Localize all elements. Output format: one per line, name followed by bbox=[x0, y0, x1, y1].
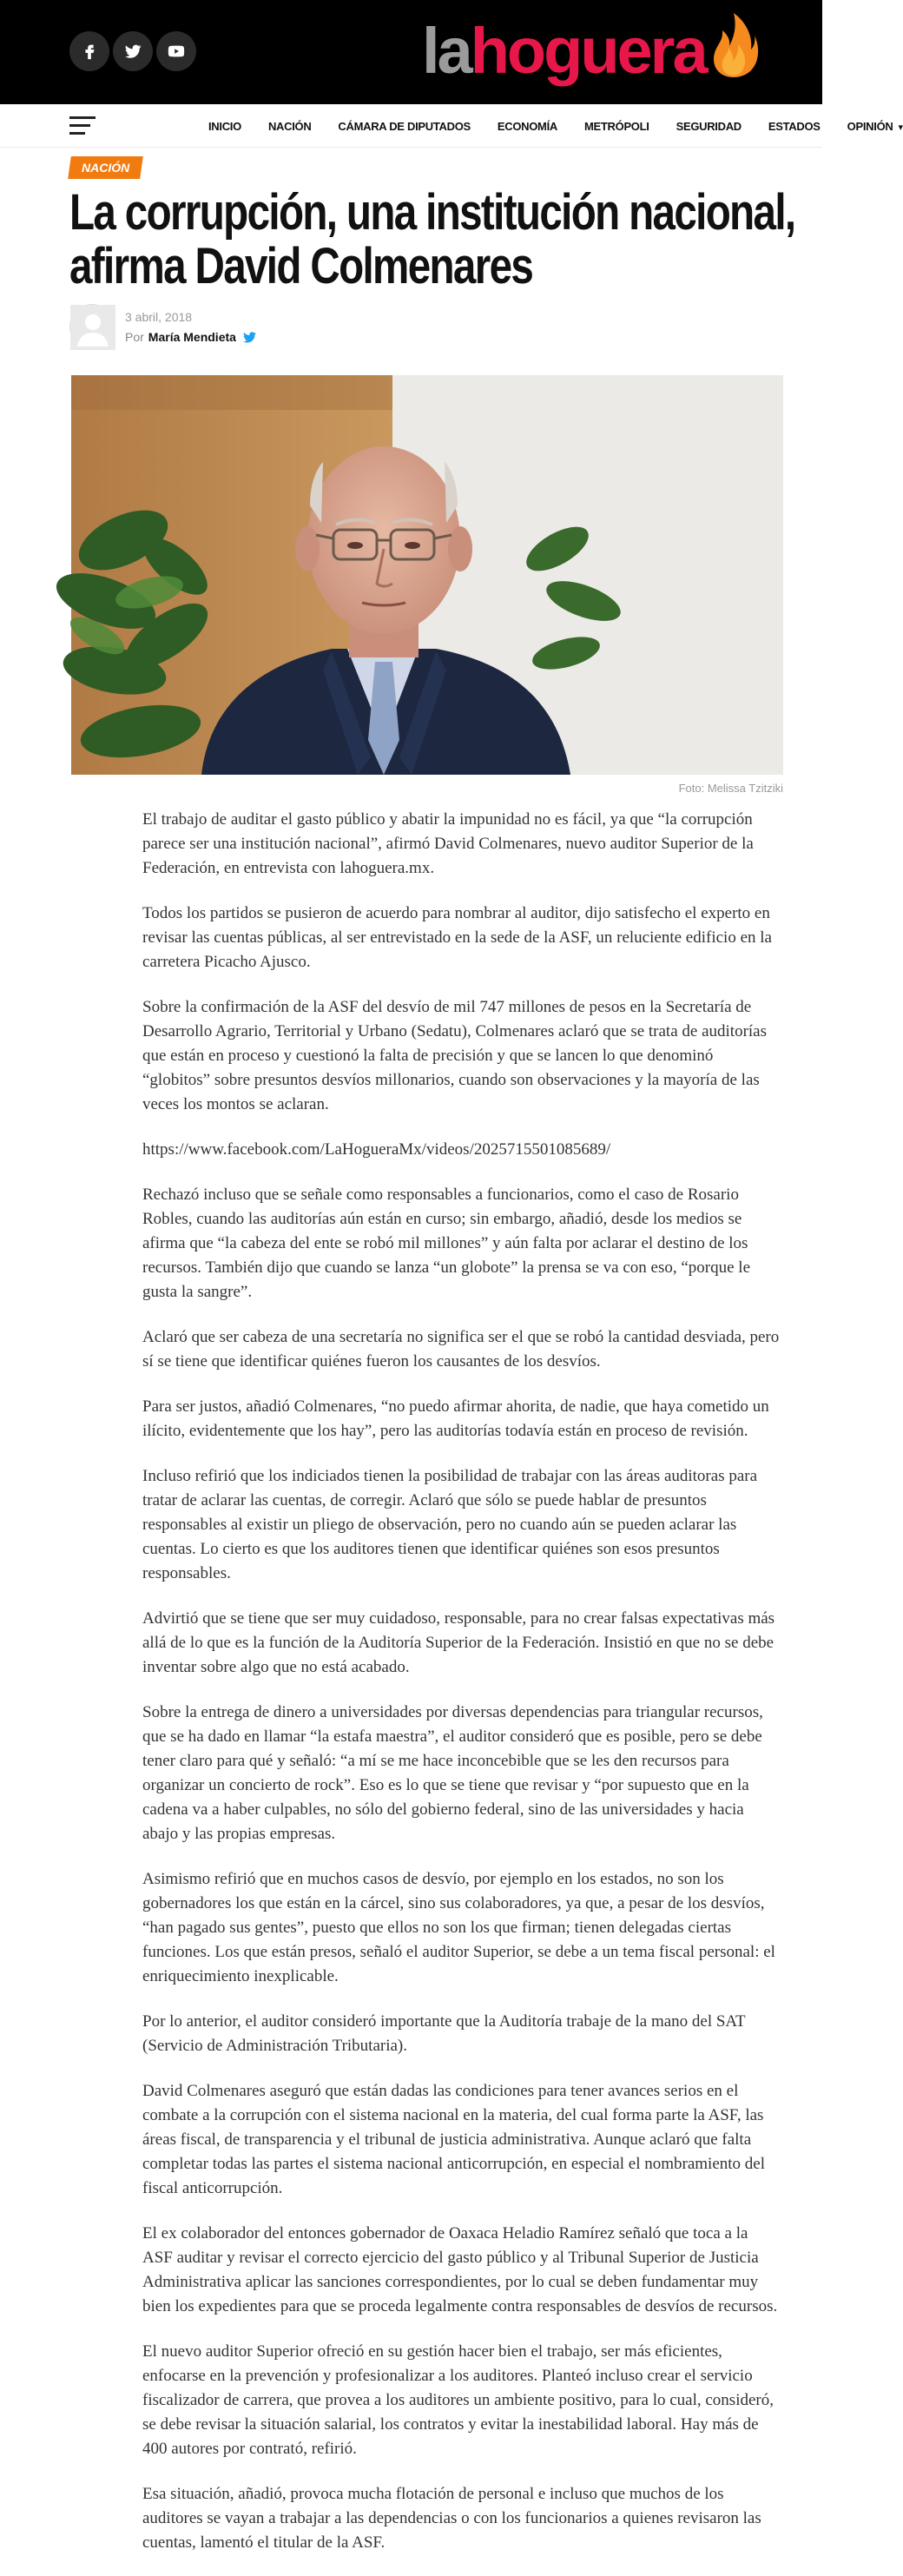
nav-item-seguridad[interactable]: SEGURIDAD bbox=[676, 119, 742, 133]
nav-item-camara-de-diputados[interactable]: CÁMARA DE DIPUTADOS bbox=[338, 119, 471, 133]
author-name[interactable]: María Mendieta bbox=[148, 330, 236, 344]
twitter-bird-icon[interactable] bbox=[243, 332, 256, 343]
youtube-icon[interactable] bbox=[156, 31, 196, 71]
nav-item-opinion[interactable]: OPINIÓN bbox=[847, 119, 893, 133]
article-body bbox=[142, 808, 781, 2576]
twitter-icon[interactable] bbox=[113, 31, 153, 71]
chevron-down-icon[interactable]: ▾ bbox=[898, 122, 903, 133]
article-paragraph: Todos los partidos se pusieron de acuerdo para nombrar al auditor, dijo satisfecho el experto en revisar las cuentas públicas, al ser entrevistado en la sede de la ASF, un reluciente edificio en la carretera Picacho Ajusco. bbox=[142, 904, 772, 971]
article-paragraph: Aclaró que ser cabeza de una secretaría no significa ser el que se robó la cantidad desviada, pero sí se tiene que identificar quiénes fueron los causantes de los desvíos. bbox=[142, 1328, 780, 1371]
publish-date: 3 abril, 2018 bbox=[125, 310, 193, 324]
category-badge[interactable] bbox=[68, 156, 143, 179]
article-paragraph: Para ser justos, añadió Colmenares, “no puedo afirmar ahorita, de nadie, que haya cometido un ilícito, evidentemente que los hay”, pero las auditorías todavía están en proceso de revisión. bbox=[142, 1397, 769, 1440]
article-paragraph: Rechazó incluso que se señale como responsables a funcionarios, como el caso de Rosario Robles, cuando las auditorías aún están en curso; sin embargo, añadió, desde los medios se afirma que “la cabeza del ente se robó mil millones” y aún falta por aclarar el destino de los recursos. También dijo que cuando se lanza “un globote” la prensa se va con eso, “porque le gusta la sangre”. bbox=[142, 1186, 751, 1301]
logo-text-la: la bbox=[422, 14, 471, 87]
nav-item-metropoli[interactable]: METRÓPOLI bbox=[584, 119, 649, 133]
byline-prefix: Por bbox=[125, 330, 144, 344]
article-photo bbox=[71, 375, 783, 775]
photo-caption: Foto: Melissa Tzitziki bbox=[678, 782, 783, 795]
author-avatar[interactable] bbox=[69, 304, 115, 349]
facebook-icon[interactable] bbox=[69, 31, 109, 71]
title-line-2: afirma David Colmenares bbox=[69, 238, 533, 294]
article-paragraph: Sobre la entrega de dinero a universidades por diversas dependencias para triangular recursos, que se ha dado en llamar “la estafa maestra”, el auditor consideró que es posible, pero se debe tener claro para qué y señaló: “a mí se me hace inconcebible que se les den recursos para organizar un concierto de rock”. Eso es lo que se tiene que revisar y “por supuesto que en la cadena va a haber culpables, no sólo del gobierno federal, sino de las universidades y hacia abajo y las propias empresas. bbox=[142, 1703, 763, 1843]
title-line-1: La corrupción, una institución nacional, bbox=[69, 184, 795, 241]
nav-item-economia[interactable]: ECONOMÍA bbox=[497, 119, 557, 133]
flame-icon bbox=[708, 10, 760, 79]
article-title bbox=[69, 184, 795, 294]
site-logo[interactable] bbox=[422, 7, 760, 94]
facebook-video-link[interactable]: https://www.facebook.com/LaHogueraMx/videos/2025715501085689/ bbox=[142, 1140, 611, 1159]
nav-item-estados[interactable]: ESTADOS bbox=[768, 119, 821, 133]
article-paragraph: El ex colaborador del entonces gobernador de Oaxaca Heladio Ramírez señaló que toca a la ASF auditar y revisar el correcto ejercicio del gasto público y al Tribunal Superior de Justicia Administrativa aplicar las sanciones correspondientes, por lo cual se deben fundamentar muy bien los expedientes para que se proceda legalmente contra responsables de desvíos de recursos. bbox=[142, 2224, 778, 2315]
article-paragraph: Esa situación, añadió, provoca mucha flotación de personal e incluso que muchos de los auditores se vayan a trabajar a las dependencias o con los funcionarios a quienes revisaron las cuentas, lamentó el titular de la ASF. bbox=[142, 2485, 761, 2552]
byline bbox=[125, 330, 256, 344]
article-paragraph: Incluso refirió que los indiciados tienen la posibilidad de trabajar con las áreas auditoras para tratar de aclarar las cuentas, de corregir. Aclaró que sólo se puede hablar de presuntos responsables al existir un pliego de observación, pero no cuando aún se pueden aclarar las cuentas. Lo cierto es que los auditores tienen que identificar quiénes son esos presuntos responsables. bbox=[142, 1467, 758, 1582]
article-paragraph: David Colmenares aseguró que están dadas las condiciones para tener avances serios en el combate a la corrupción con el sistema nacional en la materia, del cual forma parte la ASF, las áreas fiscal, de transparencia y el tribunal de justicia administrativa. Aunque aclaró que falta completar todas las partes el sistema nacional anticorrupción, en especial el nombramiento del fiscal anticorrupción. bbox=[142, 2082, 765, 2197]
top-bar bbox=[0, 0, 822, 104]
logo-text-hoguera: hoguera bbox=[470, 14, 706, 87]
nav-item-nacion[interactable]: NACIÓN bbox=[267, 119, 312, 133]
article-paragraph: Advirtió que se tiene que ser muy cuidadoso, responsable, para no crear falsas expectativas más allá de lo que es la función de la Auditoría Superior de la Federación. Insistió en que no se debe inventar sobre algo que no está acabado. bbox=[142, 1609, 775, 1676]
nav-item-inicio[interactable]: INICIO bbox=[208, 119, 241, 133]
hamburger-menu-icon[interactable] bbox=[69, 116, 97, 135]
article-paragraph: Por lo anterior, el auditor consideró importante que la Auditoría trabaje de la mano del SAT (Servicio de Administración Tributaria). bbox=[142, 2012, 746, 2055]
article-paragraph: El trabajo de auditar el gasto público y abatir la impunidad no es fácil, ya que “la corrupción parece ser una institución nacional”, afirmó David Colmenares, nuevo auditor Superior de la Federación, en entrevista con lahoguera.mx. bbox=[142, 810, 754, 877]
article-paragraph: Sobre la confirmación de la ASF del desvío de mil 747 millones de pesos en la Secretaría de Desarrollo Agrario, Territorial y Urbano (Sedatu), Colmenares aclaró que se trata de auditorías que están en proceso y cuestionó la falta de precisión y que se lancen lo que denominó “globitos” sobre presuntos desvíos millonarios, cuando son observaciones y la mayoría de las veces los montos se aclaran. bbox=[142, 998, 768, 1113]
article-paragraph: El nuevo auditor Superior ofreció en su gestión hacer bien el trabajo, ser más eficientes, enfocarse en la prevención y profesionalizar a los auditores. Planteó incluso crear el servicio fiscalizador de carrera, que provea a los auditores un ambiente positivo, para lo cual, consideró, se debe revisar la situación salarial, los contratos y evitar la inestabilidad laboral. Hay más de 400 autores por contrató, refirió. bbox=[142, 2342, 774, 2458]
portrait-illustration bbox=[71, 375, 783, 775]
article-paragraph: Asimismo refirió que en muchos casos de desvío, por ejemplo en los estados, no son los gobernadores los que están en la cárcel, sino sus colaboradores, ya que, a pesar de los desvíos, “han pagado sus gentes”, puesto que ellos no son los que firman; tienen delegadas ciertas funciones. Los que están presos, señaló el auditor Superior, se debe a un tema fiscal personal: el enriquecimiento inexplicable. bbox=[142, 1870, 775, 1985]
main-nav bbox=[0, 104, 903, 148]
category-label: NACIÓN bbox=[82, 161, 130, 175]
